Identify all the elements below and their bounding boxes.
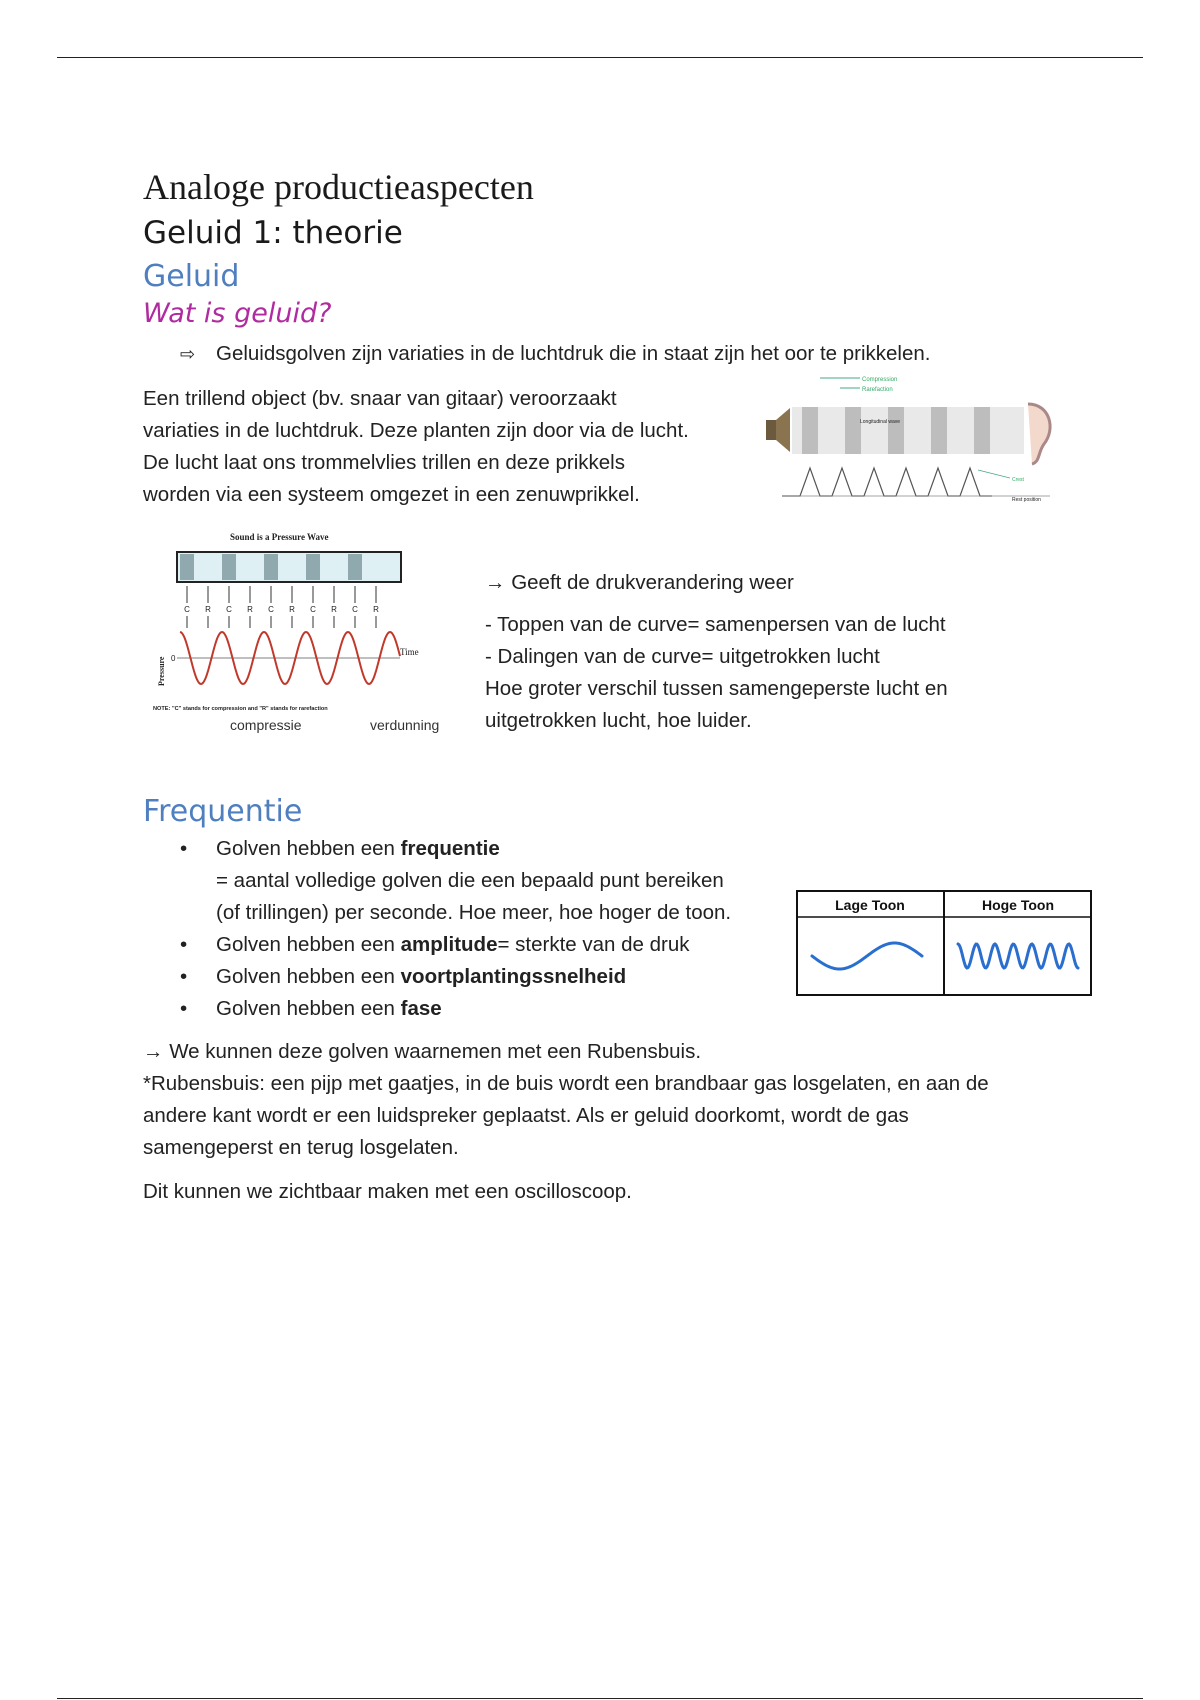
cr-letter: C xyxy=(226,605,232,614)
bullet-text: Golven hebben een xyxy=(216,997,401,1020)
label-rarefaction: Rarefaction xyxy=(862,387,893,393)
paragraph-line: De lucht laat ons trommelvlies trillen en deze prikkels xyxy=(143,451,625,474)
cr-letter: R xyxy=(373,605,379,614)
list-item-continuation xyxy=(180,865,731,897)
list-item xyxy=(180,833,731,865)
paragraph-line: andere kant wordt er een luidspreker geplaatst. Als er geluid doorkomt, wordt de gas xyxy=(143,1104,909,1127)
tone-comparison-table xyxy=(796,890,1092,996)
chapter-title: Geluid 1: theorie xyxy=(143,215,403,251)
label-longitudinal-wave: Longitudinal wave xyxy=(860,419,901,425)
paragraph-line: worden via een systeem omgezet in een zenuwprikkel. xyxy=(143,483,640,506)
lage-toon-header: Lage Toon xyxy=(835,897,905,913)
cr-letter: C xyxy=(184,605,190,614)
cr-letter-row xyxy=(184,605,379,614)
bullet-text: = sterkte van de druk xyxy=(497,933,690,956)
cr-letter: C xyxy=(268,605,274,614)
pressure-zero-label: 0 xyxy=(171,654,176,663)
bullet-bold-term: fase xyxy=(400,997,442,1020)
paragraph-line: variaties in de luchtdruk. Deze planten zijn door via de lucht. xyxy=(143,419,689,442)
wave-properties-list xyxy=(180,833,731,1025)
hoge-toon-header: Hoge Toon xyxy=(981,897,1055,913)
subsection-heading-wat-is-geluid: Wat is geluid? xyxy=(143,298,332,329)
pressure-notes xyxy=(485,567,948,737)
pressure-x-label: Time xyxy=(400,647,419,657)
pressure-note-line: uitgetrokken lucht, hoe luider. xyxy=(485,709,752,732)
pressure-note: NOTE: "C" stands for compression and "R" stands for rarefaction xyxy=(153,706,328,712)
ear-icon xyxy=(1028,404,1050,464)
section-heading-geluid: Geluid xyxy=(143,259,240,294)
cr-letter: R xyxy=(205,605,211,614)
cr-letter: R xyxy=(331,605,337,614)
rubensbuis-paragraph xyxy=(143,1036,989,1164)
arrow-bullet-text: Geluidsgolven zijn variaties in de luchtdruk die in staat zijn het oor te prikkelen. xyxy=(216,342,931,365)
pressure-y-label: Pressure xyxy=(157,656,166,686)
air-column xyxy=(177,552,401,582)
paragraph-line: *Rubensbuis: een pijp met gaatjes, in de buis wordt een brandbaar gas losgelaten, en aan de xyxy=(143,1072,989,1095)
header-rule xyxy=(57,57,1143,58)
label-crest: Crest xyxy=(1012,477,1024,483)
list-item-continuation xyxy=(180,897,731,929)
pressure-figure-title: Sound is a Pressure Wave xyxy=(230,532,329,542)
bullet-text: Golven hebben een xyxy=(216,933,401,956)
cr-letter: R xyxy=(247,605,253,614)
pressure-arrow-line: → Geeft de drukverandering weer xyxy=(485,571,794,594)
label-compression: Compression xyxy=(862,377,898,383)
paragraph-trillend-object xyxy=(143,383,689,511)
arrow-bullet-line xyxy=(180,338,930,370)
bullet-dot-icon: • xyxy=(180,965,188,988)
caption-verdunning: verdunning xyxy=(370,717,440,733)
section-heading-frequentie: Frequentie xyxy=(143,794,303,829)
bullet-text: Golven hebben een xyxy=(216,965,401,988)
pressure-wave-figure xyxy=(150,528,460,738)
bullet-bold-term: amplitude xyxy=(400,933,498,956)
paragraph-line: Een trillend object (bv. snaar van gitaar) veroorzaakt xyxy=(143,387,617,410)
cr-letter: C xyxy=(352,605,358,614)
list-item xyxy=(180,929,731,961)
pressure-note-line: Hoe groter verschil tussen samengeperste lucht en xyxy=(485,677,948,700)
paragraph-line: → We kunnen deze golven waarnemen met een Rubensbuis. xyxy=(143,1040,702,1063)
bullet-text: = aantal volledige golven die een bepaald punt bereiken xyxy=(216,869,724,892)
longitudinal-wave-figure xyxy=(760,374,1060,509)
list-item xyxy=(180,961,731,993)
cr-arrow-row xyxy=(187,586,376,628)
cr-letter: C xyxy=(310,605,316,614)
compression-bands xyxy=(792,407,1024,454)
transverse-wave-line xyxy=(782,468,992,496)
bullet-text: (of trillingen) per seconde. Hoe meer, hoe hoger de toon. xyxy=(216,901,732,924)
list-item xyxy=(180,993,731,1025)
oscilloscoop-line: Dit kunnen we zichtbaar maken met een oscilloscoop. xyxy=(143,1180,632,1203)
cr-letter: R xyxy=(289,605,295,614)
paragraph-line: samengeperst en terug losgelaten. xyxy=(143,1136,459,1159)
caption-compressie: compressie xyxy=(230,717,302,733)
bullet-dot-icon: • xyxy=(180,933,188,956)
pressure-note-line: - Dalingen van de curve= uitgetrokken lucht xyxy=(485,645,880,668)
arrow-bullet-icon: ⇨ xyxy=(180,344,196,364)
bullet-bold-term: voortplantingssnelheid xyxy=(400,965,627,988)
footer-rule xyxy=(57,1698,1143,1699)
pressure-note-line: - Toppen van de curve= samenpersen van de lucht xyxy=(485,613,946,636)
bullet-dot-icon: • xyxy=(180,837,188,860)
document-title: Analoge productieaspecten xyxy=(143,167,534,207)
speaker-icon xyxy=(766,408,790,452)
bullet-text: Golven hebben een xyxy=(216,837,401,860)
bullet-bold-term: frequentie xyxy=(400,837,500,860)
label-rest-position: Rest position xyxy=(1012,497,1041,503)
bullet-dot-icon: • xyxy=(180,997,188,1020)
